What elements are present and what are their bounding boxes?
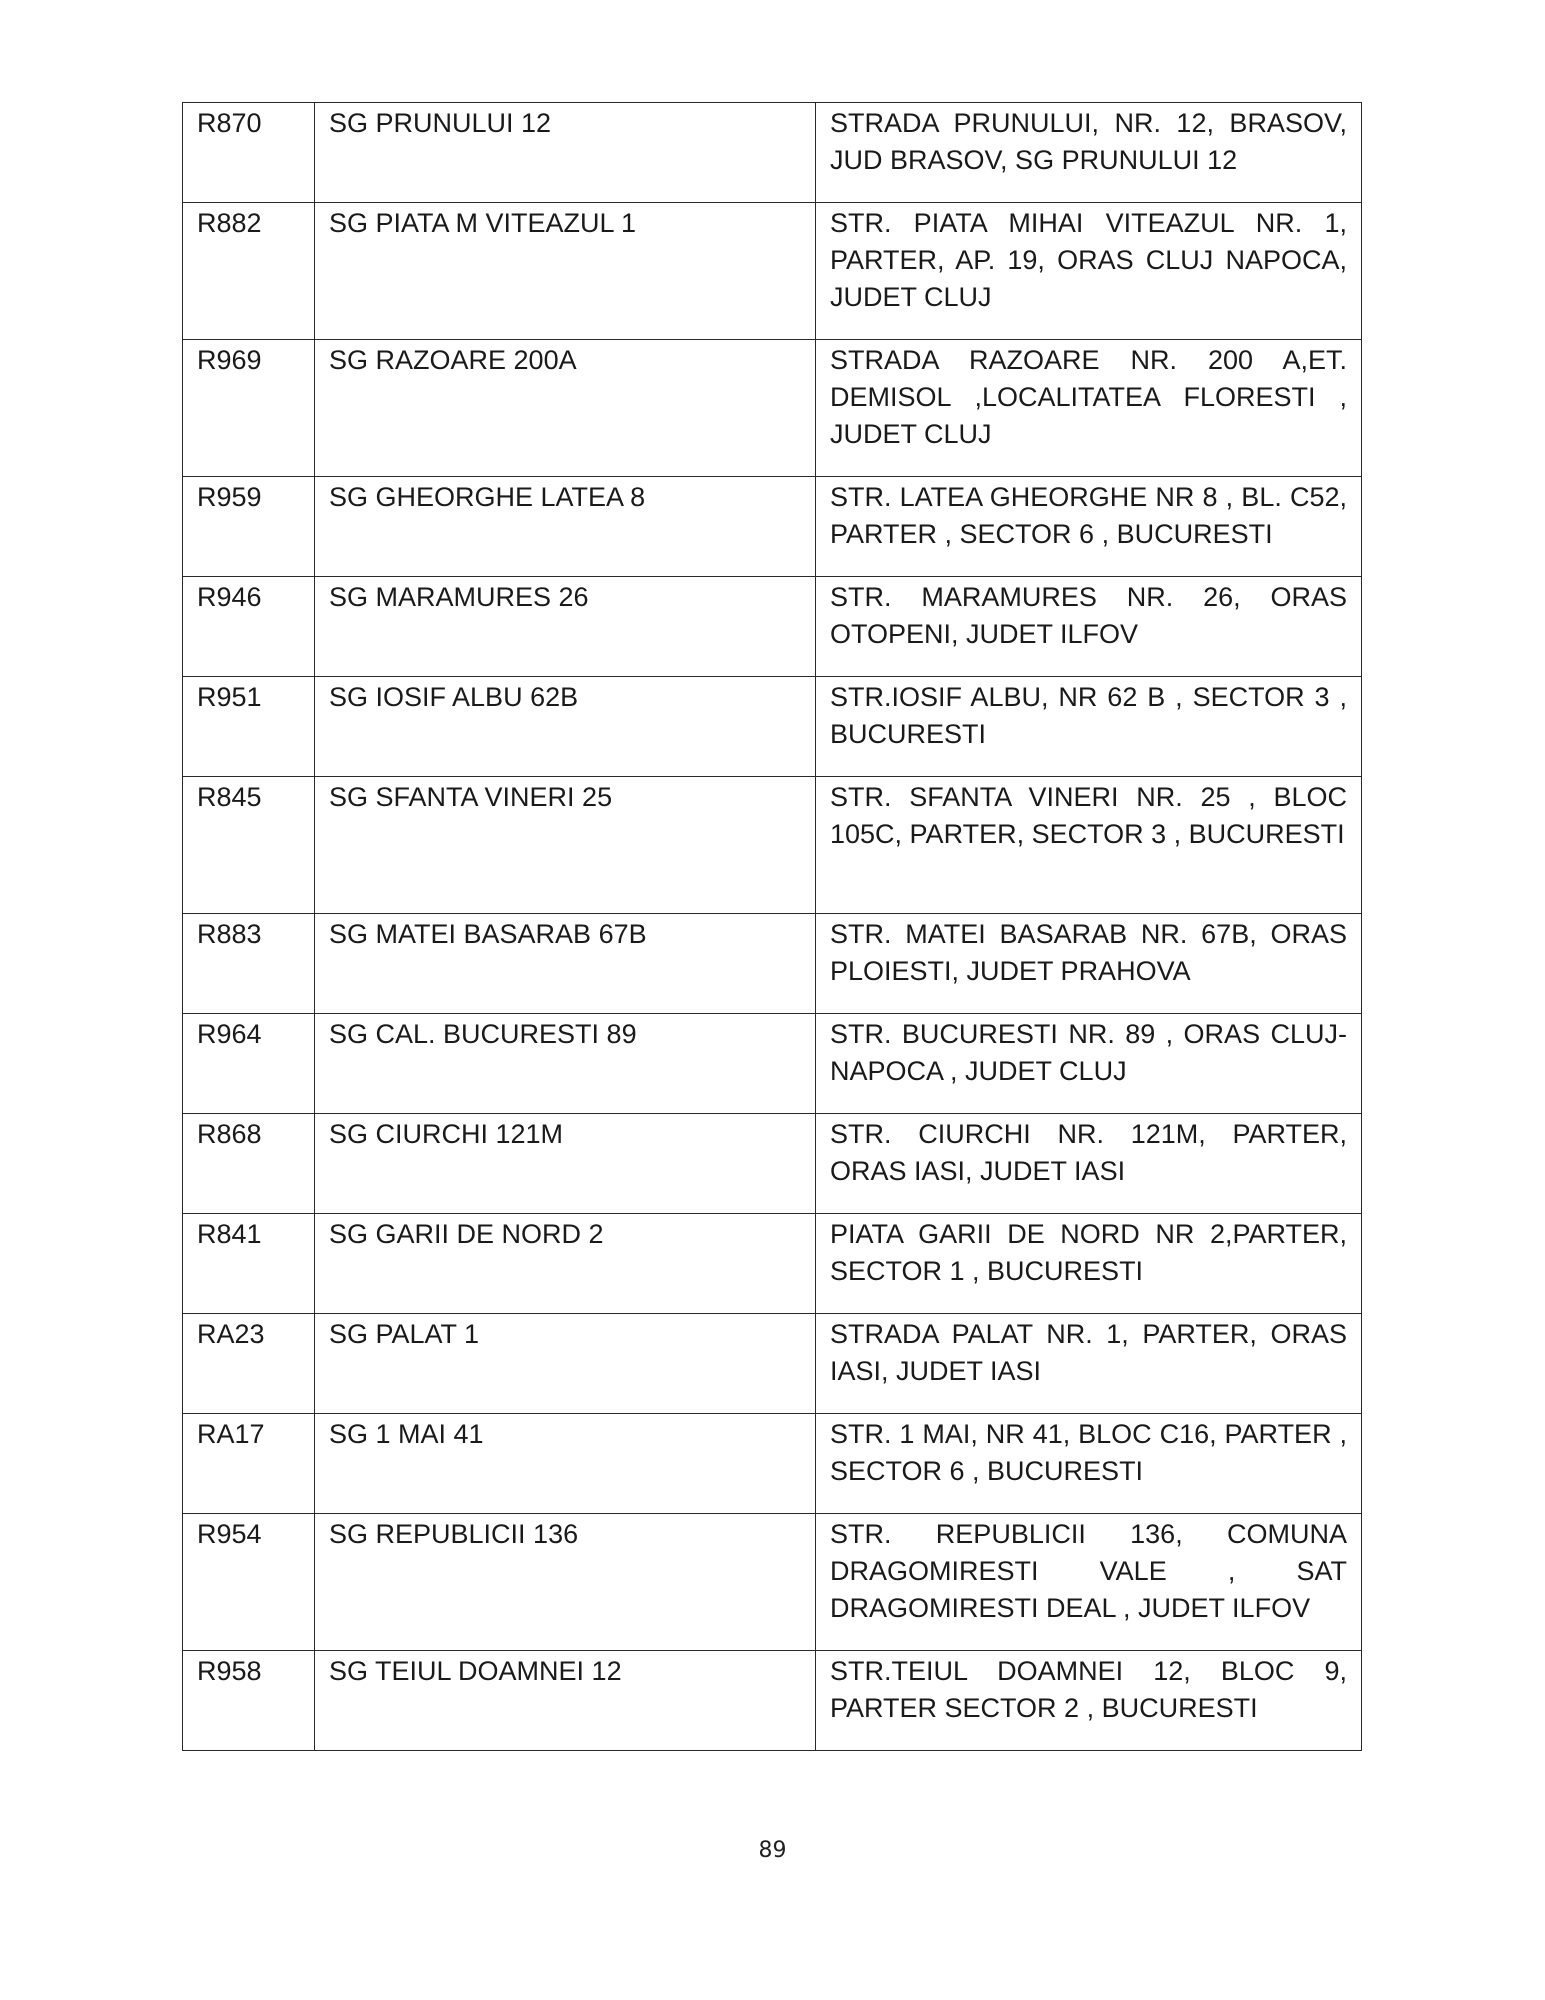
table-row	[183, 577, 1362, 677]
table-row	[183, 914, 1362, 1014]
branch-address-cell: STR. MARAMURES NR. 26, ORAS OTOPENI, JUDET ILFOV	[816, 577, 1362, 677]
branch-code-cell: R969	[183, 340, 315, 477]
branch-code-cell: R883	[183, 914, 315, 1014]
branch-name-cell: SG PRUNULUI 12	[315, 103, 816, 203]
branch-name-cell: SG GARII DE NORD 2	[315, 1214, 816, 1314]
table-row	[183, 340, 1362, 477]
branch-name-cell: SG SFANTA VINERI 25	[315, 777, 816, 914]
branch-code-cell: R946	[183, 577, 315, 677]
branch-code-cell: R870	[183, 103, 315, 203]
branch-code-cell: R882	[183, 203, 315, 340]
branch-code-cell: R954	[183, 1514, 315, 1651]
branch-name-cell: SG PALAT 1	[315, 1314, 816, 1414]
branch-name-cell: SG PIATA M VITEAZUL 1	[315, 203, 816, 340]
branch-code-cell: R951	[183, 677, 315, 777]
branch-address-cell: STR.IOSIF ALBU, NR 62 B , SECTOR 3 , BUCURESTI	[816, 677, 1362, 777]
branch-name-cell: SG MARAMURES 26	[315, 577, 816, 677]
table-row	[183, 477, 1362, 577]
branch-address-cell: STR. PIATA MIHAI VITEAZUL NR. 1, PARTER, AP. 19, ORAS CLUJ NAPOCA, JUDET CLUJ	[816, 203, 1362, 340]
table-row	[183, 1314, 1362, 1414]
branch-name-cell: SG GHEORGHE LATEA 8	[315, 477, 816, 577]
table-row	[183, 1014, 1362, 1114]
branch-name-cell: SG REPUBLICII 136	[315, 1514, 816, 1651]
table-row	[183, 677, 1362, 777]
branch-code-cell: R868	[183, 1114, 315, 1214]
branch-address-cell: STRADA PRUNULUI, NR. 12, BRASOV, JUD BRASOV, SG PRUNULUI 12	[816, 103, 1362, 203]
branch-address-table	[182, 102, 1362, 1751]
branch-code-cell: R841	[183, 1214, 315, 1314]
table-row	[183, 1414, 1362, 1514]
branch-code-cell: R845	[183, 777, 315, 914]
branch-address-cell: STR. 1 MAI, NR 41, BLOC C16, PARTER , SECTOR 6 , BUCURESTI	[816, 1414, 1362, 1514]
table-row	[183, 777, 1362, 914]
branch-address-cell: STR. MATEI BASARAB NR. 67B, ORAS PLOIESTI, JUDET PRAHOVA	[816, 914, 1362, 1014]
table-row	[183, 203, 1362, 340]
table-row	[183, 1214, 1362, 1314]
branch-name-cell: SG TEIUL DOAMNEI 12	[315, 1651, 816, 1751]
branch-name-cell: SG RAZOARE 200A	[315, 340, 816, 477]
page-number: 89	[758, 1838, 787, 1863]
branch-name-cell: SG 1 MAI 41	[315, 1414, 816, 1514]
branch-address-cell: STR. REPUBLICII 136, COMUNA DRAGOMIRESTI VALE , SAT DRAGOMIRESTI DEAL , JUDET ILFOV	[816, 1514, 1362, 1651]
branch-code-cell: RA23	[183, 1314, 315, 1414]
branch-address-cell: STR. LATEA GHEORGHE NR 8 , BL. C52, PARTER , SECTOR 6 , BUCURESTI	[816, 477, 1362, 577]
branch-code-cell: R958	[183, 1651, 315, 1751]
branch-name-cell: SG MATEI BASARAB 67B	[315, 914, 816, 1014]
branch-address-cell: STR.TEIUL DOAMNEI 12, BLOC 9, PARTER SECTOR 2 , BUCURESTI	[816, 1651, 1362, 1751]
table-row	[183, 1114, 1362, 1214]
branch-address-cell: STRADA RAZOARE NR. 200 A,ET. DEMISOL ,LOCALITATEA FLORESTI , JUDET CLUJ	[816, 340, 1362, 477]
table-row	[183, 1651, 1362, 1751]
branch-address-cell: PIATA GARII DE NORD NR 2,PARTER, SECTOR 1 , BUCURESTI	[816, 1214, 1362, 1314]
branch-code-cell: R959	[183, 477, 315, 577]
table-row	[183, 103, 1362, 203]
branch-address-cell: STR. CIURCHI NR. 121M, PARTER, ORAS IASI, JUDET IASI	[816, 1114, 1362, 1214]
branch-code-cell: R964	[183, 1014, 315, 1114]
branch-name-cell: SG IOSIF ALBU 62B	[315, 677, 816, 777]
branch-code-cell: RA17	[183, 1414, 315, 1514]
branch-name-cell: SG CAL. BUCURESTI 89	[315, 1014, 816, 1114]
branch-address-cell: STRADA PALAT NR. 1, PARTER, ORAS IASI, JUDET IASI	[816, 1314, 1362, 1414]
branch-name-cell: SG CIURCHI 121M	[315, 1114, 816, 1214]
branch-address-cell: STR. SFANTA VINERI NR. 25 , BLOC 105C, PARTER, SECTOR 3 , BUCURESTI	[816, 777, 1362, 914]
table-body	[183, 103, 1362, 1751]
branch-address-cell: STR. BUCURESTI NR. 89 , ORAS CLUJ-NAPOCA , JUDET CLUJ	[816, 1014, 1362, 1114]
table-row	[183, 1514, 1362, 1651]
